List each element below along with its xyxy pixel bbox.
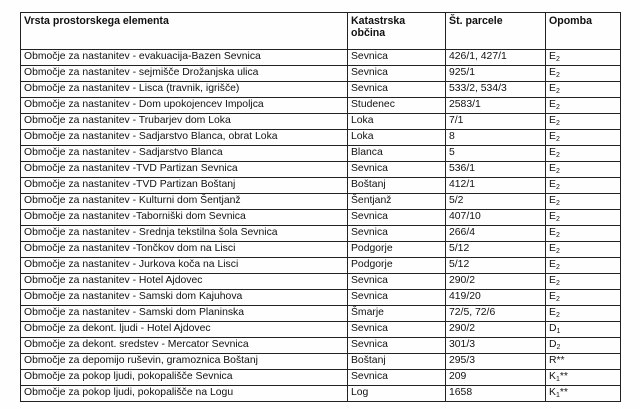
cell-municipality: Loka [348,130,446,146]
cell-note [546,50,621,66]
table-row [21,322,621,338]
cell-element-type: Območje za nastanitev - Sadjarstvo Blanca, obrat Loka [21,130,348,146]
note-subscript: 2 [555,168,560,175]
cell-note [546,66,621,82]
cell-municipality: Studenec [348,98,446,114]
table-row [21,210,621,226]
table-row [21,130,621,146]
note-subscript: 2 [555,136,560,143]
note-code: D [549,339,557,350]
cell-note [546,338,621,354]
cell-parcel: 419/20 [446,290,546,306]
cell-element-type: Območje za dekont. ljudi - Hotel Ajdovec [21,322,348,338]
cell-parcel: 925/1 [446,66,546,82]
table-row [21,386,621,402]
note-subscript: 2 [555,280,560,287]
table-row [21,146,621,162]
cell-parcel: 266/4 [446,226,546,242]
table-row [21,354,621,370]
cell-municipality: Sevnica [348,290,446,306]
cell-note [546,98,621,114]
table-row [21,306,621,322]
cell-element-type: Območje za nastanitev - Hotel Ajdovec [21,274,348,290]
note-code: E [549,163,556,174]
note-subscript: 2 [555,56,560,63]
cell-note [546,146,621,162]
cell-parcel: 8 [446,130,546,146]
cell-element-type: Območje za nastanitev - Lisca (travnik, igrišče) [21,82,348,98]
table-row [21,98,621,114]
cell-parcel: 412/1 [446,178,546,194]
header-element-type: Vrsta prostorskega elementa [21,13,348,50]
cell-element-type: Območje za nastanitev - Trubarjev dom Loka [21,114,348,130]
header-parcel-number: Št. parcele [446,13,546,50]
cell-municipality: Sevnica [348,82,446,98]
cell-element-type: Območje za nastanitev -Tončkov dom na Lisci [21,242,348,258]
header-note: Opomba [546,13,621,50]
cell-parcel: 1658 [446,386,546,402]
cell-note [546,242,621,258]
note-code: D [549,323,557,334]
cell-note [546,258,621,274]
cell-element-type: Območje za nastanitev - evakuacija-Bazen Sevnica [21,50,348,66]
note-subscript: 1 [555,392,560,399]
note-suffix: ** [556,355,565,366]
table-row [21,226,621,242]
cell-parcel: 5/2 [446,194,546,210]
table-row [21,162,621,178]
cell-note [546,290,621,306]
cell-municipality: Loka [348,114,446,130]
cell-note [546,178,621,194]
note-code: E [549,307,556,318]
cell-municipality: Sevnica [348,162,446,178]
cell-parcel: 5/12 [446,258,546,274]
cell-note [546,194,621,210]
cell-municipality: Šentjanž [348,194,446,210]
table-row [21,338,621,354]
note-suffix: ** [559,371,568,382]
note-subscript: 2 [555,184,560,191]
cell-municipality: Sevnica [348,322,446,338]
cell-element-type: Območje za nastanitev - Kulturni dom Šentjanž [21,194,348,210]
cell-note [546,162,621,178]
note-code: E [549,131,556,142]
table-row [21,50,621,66]
cell-element-type: Območje za nastanitev - Dom upokojencev Impoljca [21,98,348,114]
note-code: E [549,179,556,190]
cell-parcel: 2583/1 [446,98,546,114]
cell-parcel: 5/12 [446,242,546,258]
cell-municipality: Sevnica [348,210,446,226]
cell-element-type: Območje za dekont. sredstev - Mercator Sevnica [21,338,348,354]
header-municipality-line1: Katastrska [351,15,406,27]
cell-element-type: Območje za pokop ljudi, pokopališče na Logu [21,386,348,402]
cell-note [546,82,621,98]
cell-parcel: 536/1 [446,162,546,178]
header-cadastral-municipality [348,13,446,50]
cell-element-type: Območje za nastanitev -Taborniški dom Sevnica [21,210,348,226]
spatial-elements-table [20,12,621,402]
table-row [21,370,621,386]
note-code: E [549,99,556,110]
note-code: E [549,83,556,94]
cell-note [546,274,621,290]
table-row [21,274,621,290]
cell-note [546,322,621,338]
note-code: E [549,291,556,302]
cell-element-type: Območje za nastanitev - Samski dom Planinska [21,306,348,322]
note-code: E [549,227,556,238]
note-subscript: 2 [555,312,560,319]
cell-element-type: Območje za nastanitev - Srednja tekstilna šola Sevnica [21,226,348,242]
cell-note [546,210,621,226]
cell-municipality: Sevnica [348,370,446,386]
note-code: E [549,259,556,270]
note-code: K [549,371,556,382]
table-row [21,66,621,82]
note-code: E [549,67,556,78]
cell-note [546,386,621,402]
note-subscript: 2 [555,72,560,79]
table-row [21,178,621,194]
cell-municipality: Sevnica [348,226,446,242]
cell-note [546,114,621,130]
note-subscript: 2 [555,296,560,303]
cell-element-type: Območje za depomijo ruševin, gramoznica Boštanj [21,354,348,370]
cell-municipality: Podgorje [348,258,446,274]
note-code: E [549,195,556,206]
cell-parcel: 209 [446,370,546,386]
note-code: K [549,387,556,398]
note-code: E [549,51,556,62]
note-suffix: ** [559,387,568,398]
cell-municipality: Sevnica [348,338,446,354]
cell-municipality: Boštanj [348,354,446,370]
cell-element-type: Območje za pokop ljudi, pokopališče Sevnica [21,370,348,386]
note-subscript: 2 [555,200,560,207]
cell-parcel: 301/3 [446,338,546,354]
note-subscript: 2 [555,120,560,127]
table-row [21,82,621,98]
cell-municipality: Sevnica [348,274,446,290]
note-subscript: 2 [555,216,560,223]
table-body [21,50,621,402]
cell-parcel: 426/1, 427/1 [446,50,546,66]
table-row [21,242,621,258]
cell-municipality: Log [348,386,446,402]
cell-element-type: Območje za nastanitev -TVD Partizan Boštanj [21,178,348,194]
table-row [21,194,621,210]
cell-note [546,370,621,386]
cell-parcel: 295/3 [446,354,546,370]
note-subscript: 1 [556,328,561,335]
cell-element-type: Območje za nastanitev - Jurkova koča na Lisci [21,258,348,274]
note-subscript: 2 [555,264,560,271]
cell-parcel: 5 [446,146,546,162]
cell-municipality: Sevnica [348,50,446,66]
note-code: E [549,243,556,254]
cell-note [546,226,621,242]
note-subscript: 2 [555,88,560,95]
note-code: E [549,147,556,158]
cell-parcel: 72/5, 72/6 [446,306,546,322]
cell-element-type: Območje za nastanitev - Sadjarstvo Blanca [21,146,348,162]
cell-note [546,306,621,322]
cell-municipality: Blanca [348,146,446,162]
table-row [21,114,621,130]
cell-parcel: 7/1 [446,114,546,130]
cell-parcel: 290/2 [446,322,546,338]
note-code: E [549,211,556,222]
note-subscript: 2 [555,232,560,239]
cell-municipality: Podgorje [348,242,446,258]
note-subscript: 2 [555,248,560,255]
cell-municipality: Šmarje [348,306,446,322]
cell-municipality: Boštanj [348,178,446,194]
cell-element-type: Območje za nastanitev - Samski dom Kajuhova [21,290,348,306]
cell-municipality: Sevnica [348,66,446,82]
cell-note [546,130,621,146]
cell-parcel: 290/2 [446,274,546,290]
note-subscript: 2 [555,104,560,111]
table-row [21,290,621,306]
note-subscript: 1 [555,376,560,383]
note-code: E [549,275,556,286]
note-subscript: 2 [556,344,561,351]
cell-element-type: Območje za nastanitev - sejmišče Drožanjska ulica [21,66,348,82]
note-code: E [549,115,556,126]
note-subscript: 2 [555,152,560,159]
cell-parcel: 407/10 [446,210,546,226]
cell-note [546,354,621,370]
note-code: R [549,355,557,366]
cell-element-type: Območje za nastanitev -TVD Partizan Sevnica [21,162,348,178]
table-row [21,258,621,274]
header-municipality-line2: občina [351,27,386,39]
cell-parcel: 533/2, 534/3 [446,82,546,98]
table-header-row [21,13,621,50]
